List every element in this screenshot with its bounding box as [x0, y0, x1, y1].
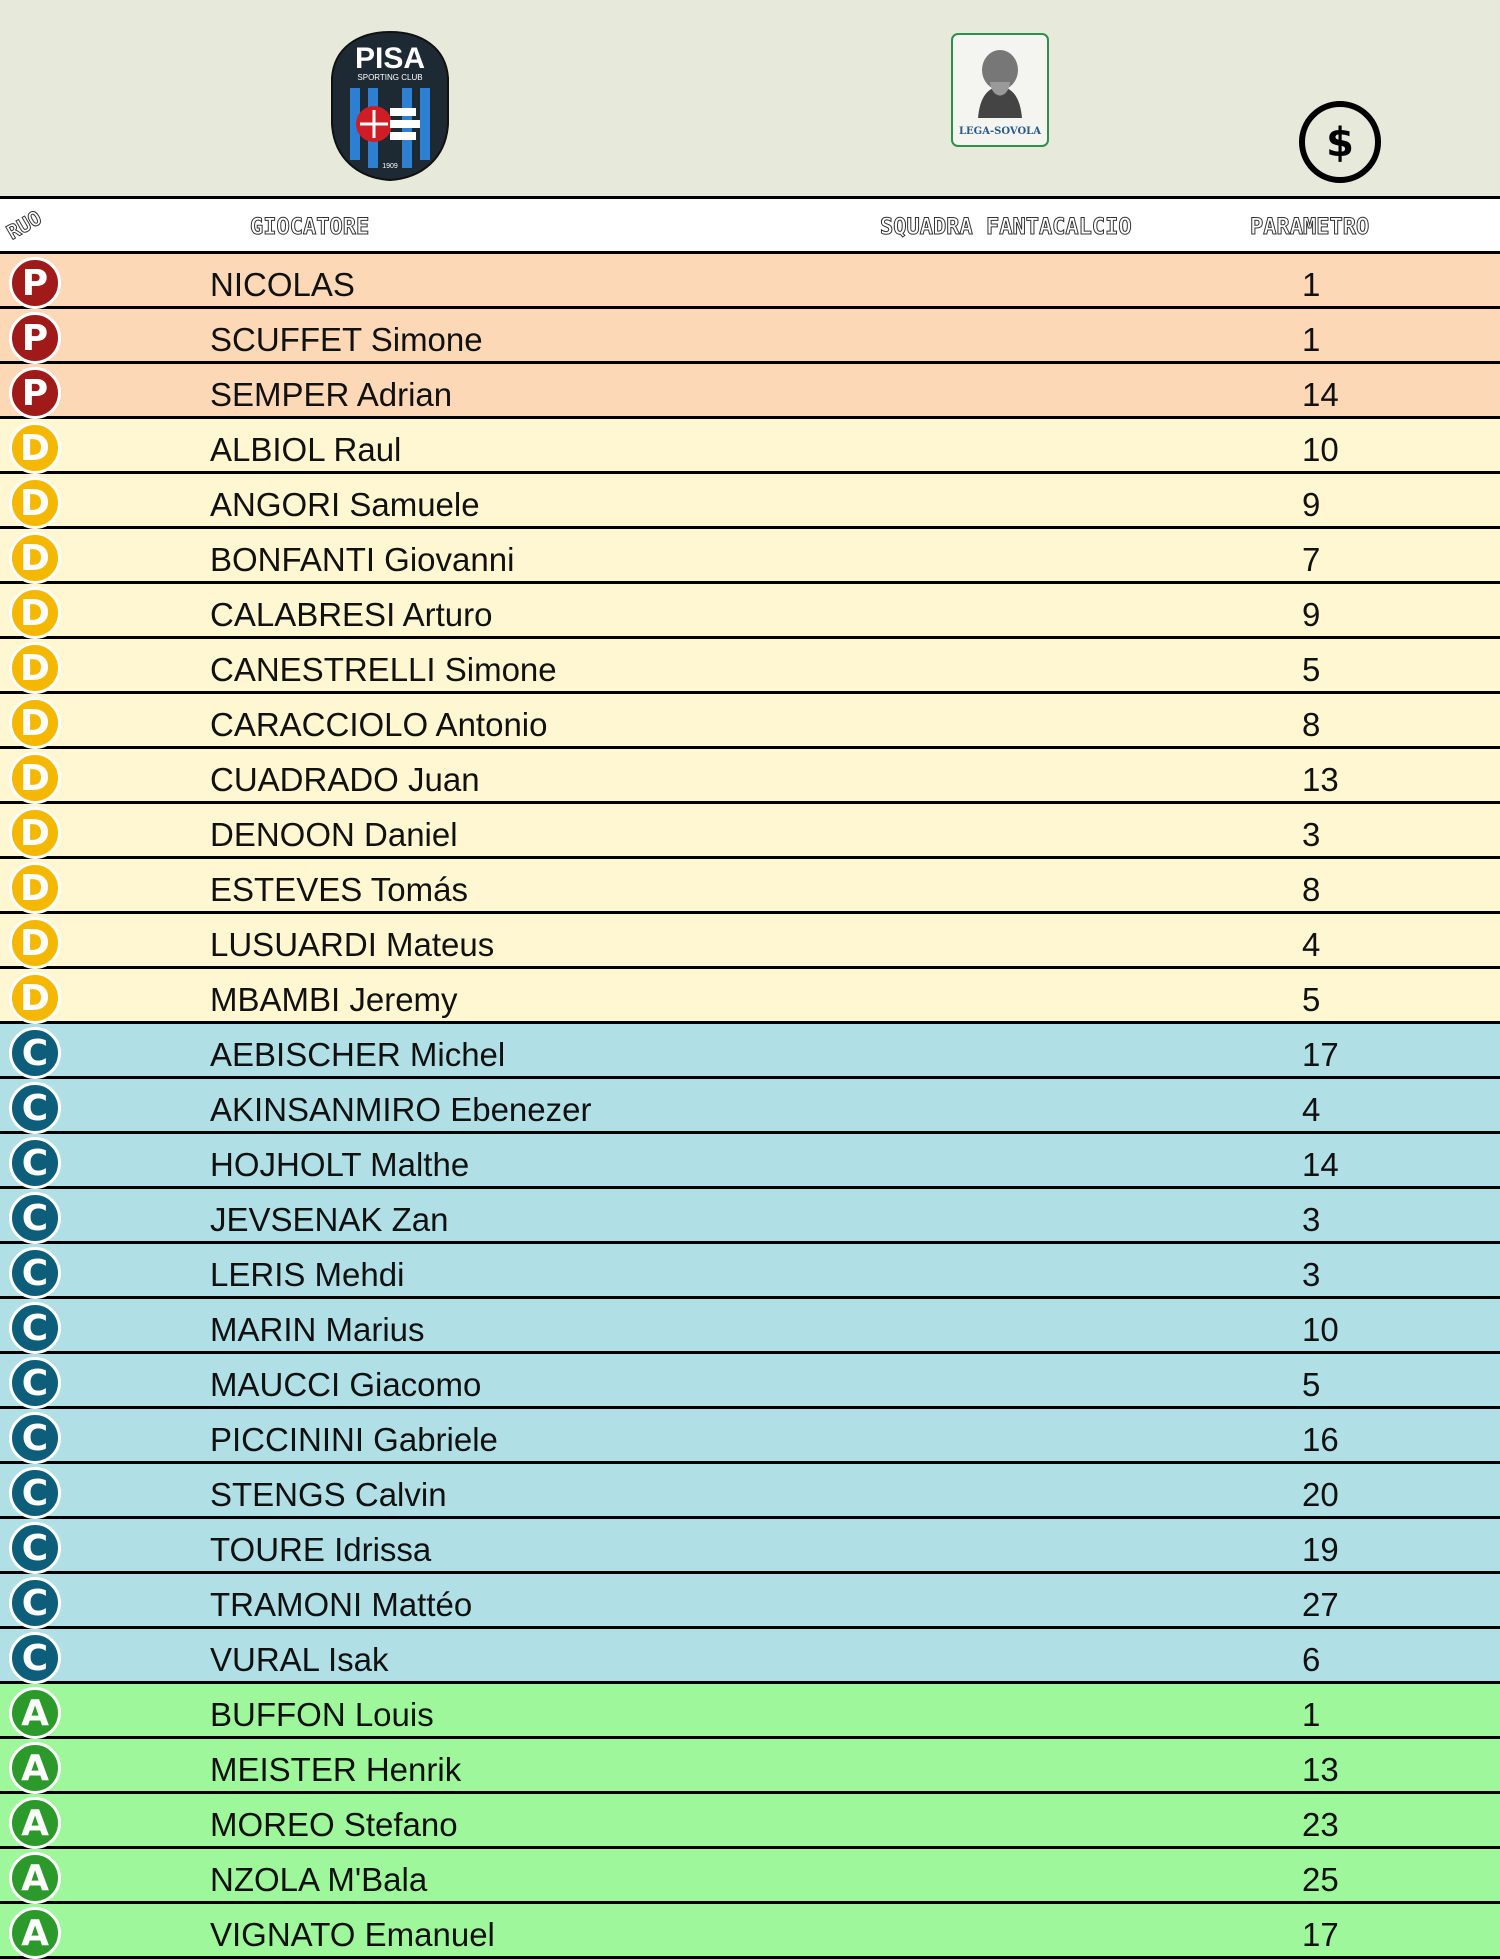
header: [0, 0, 1500, 196]
role-badge: A: [9, 1687, 61, 1739]
player-param: 8: [1302, 871, 1321, 908]
table-row[interactable]: [0, 1904, 1500, 1959]
role-badge: C: [9, 1247, 61, 1299]
player-name: TRAMONI Mattéo: [210, 1586, 473, 1623]
table-row[interactable]: [0, 529, 1500, 584]
column-header: [0, 196, 1500, 254]
player-name: ESTEVES Tomás: [210, 871, 468, 908]
crest-subtitle: SPORTING CLUB: [357, 73, 423, 82]
player-param: 10: [1302, 431, 1339, 468]
role-badge: C: [9, 1357, 61, 1409]
role-badge: C: [9, 1137, 61, 1189]
player-param: 20: [1302, 1476, 1339, 1513]
player-name: MAUCCI Giacomo: [210, 1366, 482, 1403]
table-row[interactable]: [0, 1079, 1500, 1134]
table-row[interactable]: [0, 639, 1500, 694]
player-param: 5: [1302, 651, 1321, 688]
role-badge: D: [9, 422, 61, 474]
player-param: 14: [1302, 1146, 1339, 1183]
player-param: 4: [1302, 1091, 1321, 1128]
table-row[interactable]: [0, 1244, 1500, 1299]
role-badge: D: [9, 587, 61, 639]
player-param: 1: [1302, 1696, 1321, 1733]
pisa-crest-icon: [328, 28, 452, 182]
svg-text:$: $: [1326, 120, 1354, 166]
table-row[interactable]: [0, 1134, 1500, 1189]
player-param: 8: [1302, 706, 1321, 743]
table-row[interactable]: [0, 859, 1500, 914]
player-param: 1: [1302, 321, 1321, 358]
role-badge: D: [9, 807, 61, 859]
table-row[interactable]: [0, 419, 1500, 474]
player-list: [0, 254, 1500, 1959]
player-param: 3: [1302, 816, 1321, 853]
player-name: AEBISCHER Michel: [210, 1036, 506, 1073]
player-name: MBAMBI Jeremy: [210, 981, 458, 1018]
role-badge: A: [9, 1907, 61, 1959]
player-name: DENOON Daniel: [210, 816, 458, 853]
player-param: 3: [1302, 1201, 1321, 1238]
role-badge: C: [9, 1082, 61, 1134]
table-row[interactable]: [0, 254, 1500, 309]
player-param: 19: [1302, 1531, 1339, 1568]
table-row[interactable]: [0, 474, 1500, 529]
player-param: 14: [1302, 376, 1339, 413]
role-badge: C: [9, 1632, 61, 1684]
player-param: 17: [1302, 1036, 1339, 1073]
role-badge: D: [9, 477, 61, 529]
table-row[interactable]: [0, 694, 1500, 749]
league-name: LEGA-SOVOLA: [959, 126, 1041, 137]
player-param: 5: [1302, 1366, 1321, 1403]
role-badge: A: [9, 1742, 61, 1794]
player-name: JEVSENAK Zan: [210, 1201, 449, 1238]
role-badge: C: [9, 1467, 61, 1519]
role-badge: D: [9, 972, 61, 1024]
role-badge: C: [9, 1027, 61, 1079]
player-name: SCUFFET Simone: [210, 321, 483, 358]
role-badge: D: [9, 917, 61, 969]
crest-year: 1909: [382, 163, 398, 170]
column-role: RUO: [2, 205, 46, 245]
table-row[interactable]: [0, 1849, 1500, 1904]
table-row[interactable]: [0, 1684, 1500, 1739]
player-param: 13: [1302, 761, 1339, 798]
player-name: HOJHOLT Malthe: [210, 1146, 470, 1183]
table-row[interactable]: [0, 804, 1500, 859]
table-row[interactable]: [0, 1464, 1500, 1519]
player-name: SEMPER Adrian: [210, 376, 453, 413]
role-badge: D: [9, 697, 61, 749]
player-name: MEISTER Henrik: [210, 1751, 462, 1788]
player-name: VIGNATO Emanuel: [210, 1916, 495, 1953]
role-badge: P: [9, 367, 61, 419]
role-badge: P: [9, 312, 61, 364]
player-param: 6: [1302, 1641, 1321, 1678]
role-badge: D: [9, 532, 61, 584]
column-player: GIOCATORE: [250, 215, 370, 240]
role-badge: C: [9, 1192, 61, 1244]
player-name: CARACCIOLO Antonio: [210, 706, 548, 743]
column-param: PARAMETRO: [1250, 215, 1370, 240]
player-name: PICCININI Gabriele: [210, 1421, 498, 1458]
player-name: MARIN Marius: [210, 1311, 425, 1348]
player-name: LUSUARDI Mateus: [210, 926, 495, 963]
player-name: NZOLA M'Bala: [210, 1861, 428, 1898]
player-param: 9: [1302, 596, 1321, 633]
role-badge: C: [9, 1577, 61, 1629]
role-badge: C: [9, 1412, 61, 1464]
player-param: 23: [1302, 1806, 1339, 1843]
role-badge: D: [9, 862, 61, 914]
column-team: SQUADRA FANTACALCIO: [880, 215, 1132, 240]
player-name: NICOLAS: [210, 266, 355, 303]
role-badge: C: [9, 1302, 61, 1354]
player-name: CALABRESI Arturo: [210, 596, 493, 633]
role-badge: D: [9, 642, 61, 694]
role-badge: P: [9, 257, 61, 309]
table-row[interactable]: [0, 914, 1500, 969]
player-param: 10: [1302, 1311, 1339, 1348]
player-name: CUADRADO Juan: [210, 761, 480, 798]
table-row[interactable]: [0, 584, 1500, 639]
player-name: MOREO Stefano: [210, 1806, 458, 1843]
player-param: 1: [1302, 266, 1321, 303]
player-name: AKINSANMIRO Ebenezer: [210, 1091, 592, 1128]
player-param: 3: [1302, 1256, 1321, 1293]
player-param: 17: [1302, 1916, 1339, 1953]
player-param: 5: [1302, 981, 1321, 1018]
player-param: 16: [1302, 1421, 1339, 1458]
player-param: 9: [1302, 486, 1321, 523]
player-param: 7: [1302, 541, 1321, 578]
table-row[interactable]: [0, 1519, 1500, 1574]
table-row[interactable]: [0, 1189, 1500, 1244]
table-row[interactable]: [0, 364, 1500, 419]
player-name: ALBIOL Raul: [210, 431, 402, 468]
player-name: TOURE Idrissa: [210, 1531, 432, 1568]
table-row[interactable]: [0, 1739, 1500, 1794]
role-badge: D: [9, 752, 61, 804]
player-param: 27: [1302, 1586, 1339, 1623]
table-row[interactable]: [0, 309, 1500, 364]
table-row[interactable]: [0, 1024, 1500, 1079]
player-name: CANESTRELLI Simone: [210, 651, 557, 688]
crest-title: PISA: [354, 42, 426, 75]
player-param: 25: [1302, 1861, 1339, 1898]
player-name: VURAL Isak: [210, 1641, 389, 1678]
dollar-icon: [1298, 100, 1382, 184]
player-name: LERIS Mehdi: [210, 1256, 405, 1293]
role-badge: A: [9, 1852, 61, 1904]
table-row[interactable]: [0, 1574, 1500, 1629]
player-param: 13: [1302, 1751, 1339, 1788]
table-row[interactable]: [0, 749, 1500, 804]
player-name: BUFFON Louis: [210, 1696, 434, 1733]
lega-logo-icon: [948, 30, 1052, 150]
player-name: BONFANTI Giovanni: [210, 541, 515, 578]
table-row[interactable]: [0, 969, 1500, 1024]
table-row[interactable]: [0, 1354, 1500, 1409]
player-param: 4: [1302, 926, 1321, 963]
table-row[interactable]: [0, 1409, 1500, 1464]
table-row[interactable]: [0, 1629, 1500, 1684]
table-row[interactable]: [0, 1794, 1500, 1849]
table-row[interactable]: [0, 1299, 1500, 1354]
player-name: ANGORI Samuele: [210, 486, 480, 523]
player-name: STENGS Calvin: [210, 1476, 447, 1513]
role-badge: A: [9, 1797, 61, 1849]
role-badge: C: [9, 1522, 61, 1574]
